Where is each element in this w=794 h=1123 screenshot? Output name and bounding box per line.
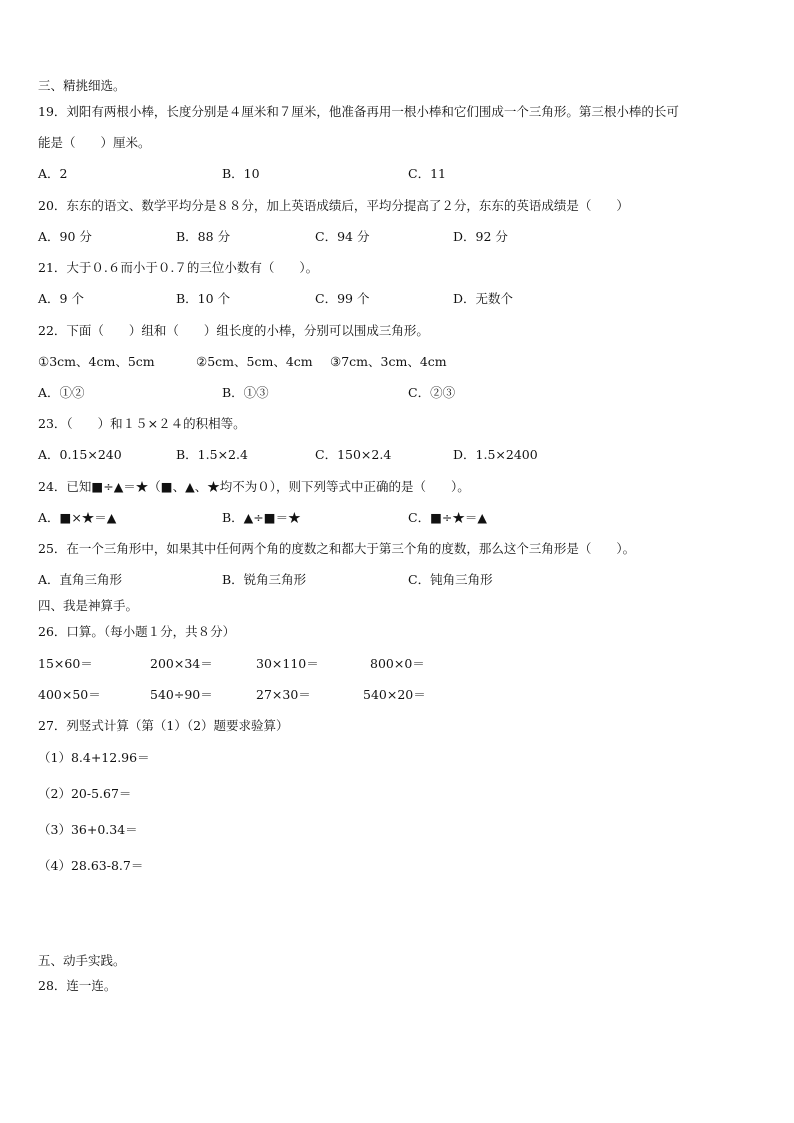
q25-stem: 25．在一个三角形中，如果其中任何两个角的度数之和都大于第三个角的度数，那么这个三角形是（ ）。 — [38, 541, 636, 556]
q24-stem: 24．已知■÷▲＝★（■、▲、★均不为０），则下列等式中正确的是（ ）。 — [38, 479, 470, 494]
q25-option-c: C．钝角三角形 — [408, 572, 493, 587]
q26-item: 540÷90＝ — [150, 687, 213, 702]
q23-stem: 23．（ ）和１５×２４的积相等。 — [38, 416, 246, 431]
q24-option-c: C．■÷★＝▲ — [408, 510, 487, 525]
q22-option-c: C．②③ — [408, 385, 456, 400]
q27-stem: 27．列竖式计算（第（1）（2）题要求验算） — [38, 718, 289, 733]
q19-stem-line1: 19．刘阳有两根小棒，长度分别是４厘米和７厘米，他准备再用一根小棒和它们围成一个三角形。第三根小棒的长可 — [38, 104, 679, 119]
q27-item-4: （4）28.63-8.7＝ — [38, 858, 144, 873]
q21-option-a: A．9 个 — [38, 291, 84, 306]
q20-stem: 20．东东的语文、数学平均分是８８分，加上英语成绩后，平均分提高了２分，东东的英语成绩是（ ） — [38, 198, 629, 213]
section-4-title: 四、我是神算手。 — [38, 598, 139, 613]
q26-item: 30×110＝ — [256, 656, 319, 671]
q28-stem: 28．连一连。 — [38, 978, 117, 993]
q23-option-b: B．1.5×2.4 — [176, 447, 248, 462]
section-5-title: 五、动手实践。 — [38, 953, 126, 968]
q26-item: 27×30＝ — [256, 687, 311, 702]
q22-group-3: ③7cm、3cm、4cm — [330, 354, 447, 369]
q19-option-c: C．11 — [408, 166, 446, 181]
q19-option-b: B．10 — [222, 166, 260, 181]
section-3-title: 三、精挑细选。 — [38, 78, 126, 93]
q19-option-a: A．2 — [38, 166, 68, 181]
q27-item-2: （2）20-5.67＝ — [38, 786, 132, 801]
q22-group-1: ①3cm、4cm、5cm — [38, 354, 155, 369]
q21-stem: 21．大于０.６而小于０.７的三位小数有（ ）。 — [38, 260, 319, 275]
q20-option-d: D．92 分 — [453, 229, 508, 244]
q26-stem: 26．口算。（每小题１分，共８分） — [38, 624, 236, 639]
q20-option-b: B．88 分 — [176, 229, 231, 244]
q24-option-b: B．▲÷■＝★ — [222, 510, 301, 525]
q26-item: 200×34＝ — [150, 656, 213, 671]
q23-option-c: C．150×2.4 — [315, 447, 392, 462]
q22-option-a: A．①② — [38, 385, 85, 400]
q26-item: 540×20＝ — [363, 687, 426, 702]
q22-option-b: B．①③ — [222, 385, 269, 400]
q26-item: 400×50＝ — [38, 687, 101, 702]
q26-item: 800×0＝ — [370, 656, 425, 671]
q22-group-2: ②5cm、5cm、4cm — [196, 354, 313, 369]
q23-option-a: A．0.15×240 — [38, 447, 122, 462]
q25-option-a: A．直角三角形 — [38, 572, 123, 587]
q23-option-d: D．1.5×2400 — [453, 447, 538, 462]
q19-stem-line2: 能是（ ）厘米。 — [38, 135, 151, 150]
q24-option-a: A．■×★＝▲ — [38, 510, 117, 525]
q20-option-c: C．94 分 — [315, 229, 370, 244]
q21-option-c: C．99 个 — [315, 291, 370, 306]
q22-stem: 22．下面（ ）组和（ ）组长度的小棒，分别可以围成三角形。 — [38, 323, 429, 338]
q26-item: 15×60＝ — [38, 656, 93, 671]
q25-option-b: B．锐角三角形 — [222, 572, 307, 587]
q27-item-1: （1）8.4+12.96＝ — [38, 750, 150, 765]
q20-option-a: A．90 分 — [38, 229, 92, 244]
q27-item-3: （3）36+0.34＝ — [38, 822, 138, 837]
q21-option-d: D．无数个 — [453, 291, 514, 306]
q21-option-b: B．10 个 — [176, 291, 231, 306]
